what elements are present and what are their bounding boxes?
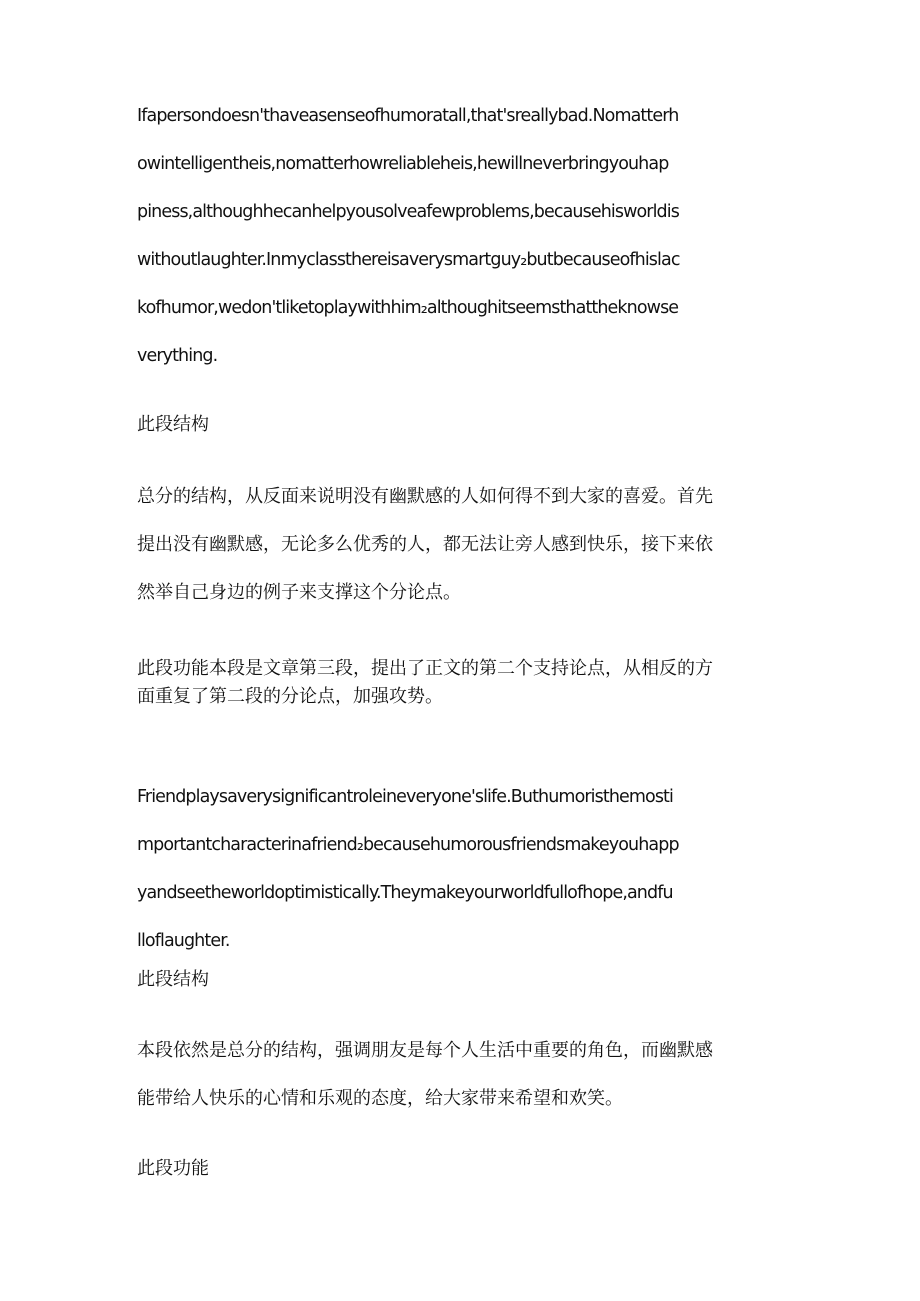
text-line: verything.	[137, 346, 218, 366]
text-line: withoutlaughter.Inmyclassthereisaverysmartguy₂butbecauseofhislac	[137, 250, 680, 270]
text-line: 面重复了第二段的分论点，加强攻势。	[137, 686, 443, 707]
text-line: kofhumor,wedon'tliketoplaywithhim₂althoughitseemsthattheknowse	[137, 298, 679, 318]
heading-text: 此段结构	[137, 414, 209, 435]
chinese-analysis-paragraph-2	[137, 1027, 797, 1123]
section-heading-function	[137, 1145, 797, 1193]
chinese-analysis-paragraph-1	[137, 473, 797, 617]
section-function-paragraph	[137, 655, 797, 711]
text-line: 此段功能本段是文章第三段，提出了正文的第二个支持论点，从相反的方	[137, 658, 713, 679]
text-line: piness,althoughhecanhelpyousolveafewproblems,becausehisworldis	[137, 202, 679, 222]
text-line: 总分的结构，从反面来说明没有幽默感的人如何得不到大家的喜爱。首先	[137, 486, 713, 507]
heading-text: 此段功能	[137, 1158, 209, 1179]
text-line: lloflaughter.	[137, 931, 230, 951]
text-line: 能带给人快乐的心情和乐观的态度，给大家带来希望和欢笑。	[137, 1088, 623, 1109]
english-paragraph-1	[137, 92, 787, 380]
text-line: 本段依然是总分的结构，强调朋友是每个人生活中重要的角色，而幽默感	[137, 1040, 713, 1061]
section-heading-structure-2	[137, 956, 797, 1004]
text-line: Ifapersondoesn'thaveasenseofhumoratall,that'sreallybad.Nomatterh	[137, 106, 679, 126]
text-line: Friendplaysaverysignificantroleineveryone'slife.Buthumoristhemosti	[137, 787, 673, 807]
text-line: mportantcharacterinafriend₂becausehumorousfriendsmakeyouhapp	[137, 835, 679, 855]
text-line: 提出没有幽默感，无论多么优秀的人，都无法让旁人感到快乐，接下来依	[137, 534, 713, 555]
english-paragraph-2	[137, 773, 787, 965]
text-line: 然举自己身边的例子来支撑这个分论点。	[137, 582, 461, 603]
heading-text: 此段结构	[137, 969, 209, 990]
text-line: owintelligentheis,nomatterhowreliableheis,hewillneverbringyouhap	[137, 154, 669, 174]
text-line: yandseetheworldoptimistically.Theymakeyourworldfullofhope,andfu	[137, 883, 673, 903]
section-heading-structure-1	[137, 401, 797, 449]
